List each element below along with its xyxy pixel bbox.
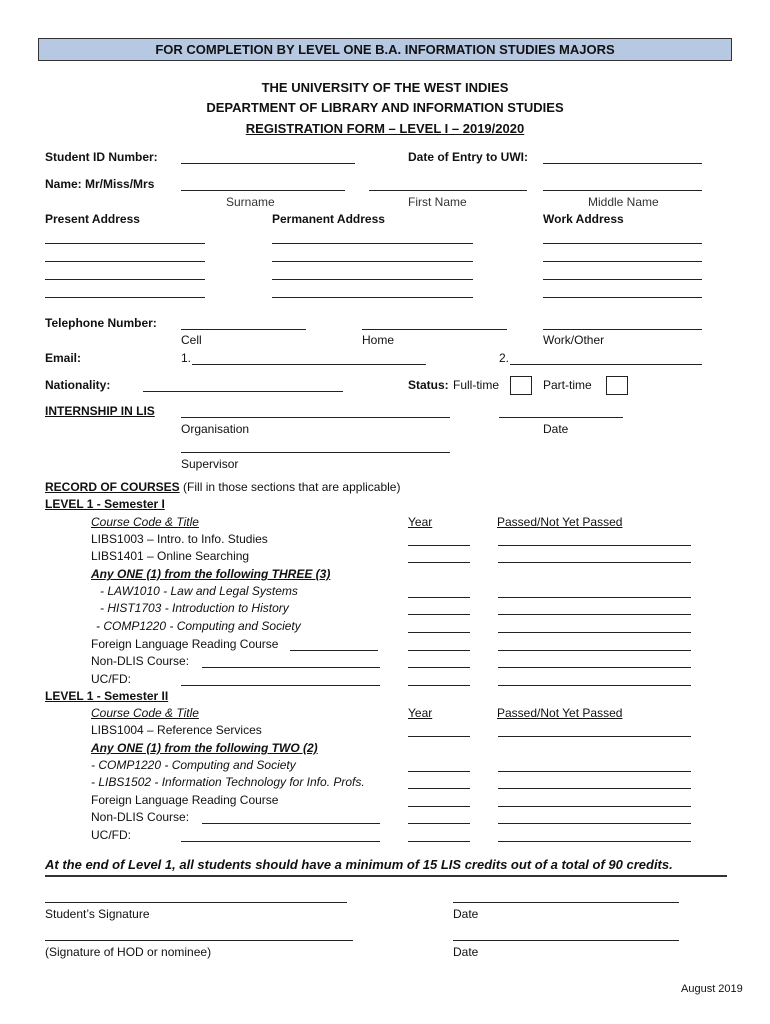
passed-field[interactable]	[498, 736, 691, 737]
passed-field[interactable]	[498, 562, 691, 563]
surname-caption: Surname	[226, 195, 275, 209]
hod-date-field[interactable]	[453, 940, 679, 941]
version-date: August 2019	[681, 983, 743, 995]
permanent-address-line[interactable]	[272, 261, 473, 262]
year-field[interactable]	[408, 667, 470, 668]
passed-field[interactable]	[498, 823, 691, 824]
home-field[interactable]	[362, 329, 507, 330]
supervisor-caption: Supervisor	[181, 457, 239, 471]
first-name-field[interactable]	[369, 190, 527, 191]
form-title: REGISTRATION FORM – LEVEL I – 2019/2020	[245, 121, 525, 136]
semester-1-choice-heading: Any ONE (1) from the following THREE (3)	[91, 567, 331, 581]
middle-name-caption: Middle Name	[588, 195, 659, 209]
course-comp1220: - COMP1220 - Computing and Society	[91, 758, 296, 772]
non-dlis-field[interactable]	[202, 667, 380, 668]
email-label: Email:	[45, 351, 82, 365]
present-address-label: Present Address	[45, 212, 140, 226]
passed-field[interactable]	[498, 788, 691, 789]
year-field[interactable]	[408, 736, 470, 737]
student-id-field[interactable]	[181, 163, 355, 164]
year-field[interactable]	[408, 771, 470, 772]
passed-field[interactable]	[498, 771, 691, 772]
course-libs1502: - LIBS1502 - Information Technology for Info. Profs.	[91, 775, 365, 789]
nationality-label: Nationality:	[45, 378, 111, 392]
nationality-field[interactable]	[143, 391, 343, 392]
student-signature-field[interactable]	[45, 902, 347, 903]
year-field[interactable]	[408, 841, 470, 842]
permanent-address-line[interactable]	[272, 297, 473, 298]
course-libs1401: LIBS1401 – Online Searching	[91, 549, 250, 563]
part-time-checkbox[interactable]	[606, 376, 628, 395]
course-comp1220: - COMP1220 - Computing and Society	[96, 619, 301, 633]
course-libs1004: LIBS1004 – Reference Services	[91, 723, 262, 737]
email-1-label: 1.	[181, 351, 192, 365]
internship-label: INTERNSHIP IN LIS	[45, 404, 155, 418]
department-name: DEPARTMENT OF LIBRARY AND INFORMATION STUDIES	[206, 100, 564, 115]
home-caption: Home	[362, 333, 395, 347]
hod-signature-field[interactable]	[45, 940, 353, 941]
passed-field[interactable]	[498, 685, 691, 686]
year-field[interactable]	[408, 823, 470, 824]
passed-field[interactable]	[498, 614, 691, 615]
passed-field[interactable]	[498, 545, 691, 546]
work-address-line[interactable]	[543, 279, 702, 280]
year-field[interactable]	[408, 685, 470, 686]
course-libs1003: LIBS1003 – Intro. to Info. Studies	[91, 532, 268, 546]
passed-field[interactable]	[498, 667, 691, 668]
course-hist1703: - HIST1703 - Introduction to History	[100, 601, 289, 615]
organisation-field[interactable]	[181, 417, 450, 418]
work-other-caption: Work/Other	[543, 333, 605, 347]
record-note: (Fill in those sections that are applicable)	[183, 480, 401, 494]
non-dlis-field[interactable]	[202, 823, 380, 824]
permanent-address-line[interactable]	[272, 243, 473, 244]
cell-field[interactable]	[181, 329, 306, 330]
form-banner: FOR COMPLETION BY LEVEL ONE B.A. INFORMATION STUDIES MAJORS	[38, 38, 732, 61]
passed-field[interactable]	[498, 597, 691, 598]
year-col-header: Year	[408, 515, 433, 529]
permanent-address-line[interactable]	[272, 279, 473, 280]
passed-field[interactable]	[498, 632, 691, 633]
year-field[interactable]	[408, 788, 470, 789]
student-date-caption: Date	[453, 907, 479, 921]
email-2-label: 2.	[499, 351, 510, 365]
semester-2-title: LEVEL 1 - Semester II	[45, 689, 169, 703]
ucfd-label: UC/FD:	[91, 672, 131, 686]
date-entry-label: Date of Entry to UWI:	[408, 150, 528, 164]
present-address-line[interactable]	[45, 279, 205, 280]
passed-col-header: Passed/Not Yet Passed	[497, 706, 623, 720]
university-name: THE UNIVERSITY OF THE WEST INDIES	[261, 80, 509, 95]
email-1-field[interactable]	[192, 364, 426, 365]
year-field[interactable]	[408, 632, 470, 633]
passed-col-header: Passed/Not Yet Passed	[497, 515, 623, 529]
present-address-line[interactable]	[45, 243, 205, 244]
ucfd-field[interactable]	[181, 685, 380, 686]
year-col-header: Year	[408, 706, 433, 720]
semester-1-title: LEVEL 1 - Semester I	[45, 497, 165, 511]
work-address-line[interactable]	[543, 243, 702, 244]
foreign-language-field[interactable]	[290, 650, 378, 651]
student-id-label: Student ID Number:	[45, 150, 158, 164]
work-phone-field[interactable]	[543, 329, 702, 330]
supervisor-field[interactable]	[181, 452, 450, 453]
credits-notice: At the end of Level 1, all students should have a minimum of 15 LIS credits out of a total of 90 credits.	[45, 857, 673, 872]
record-title: RECORD OF COURSES	[45, 480, 180, 494]
year-field[interactable]	[408, 545, 470, 546]
part-time-label: Part-time	[543, 378, 592, 392]
date-entry-field[interactable]	[543, 163, 702, 164]
course-law1010: - LAW1010 - Law and Legal Systems	[100, 584, 298, 598]
ucfd-label: UC/FD:	[91, 828, 131, 842]
full-time-label: Full-time	[453, 378, 500, 392]
year-field[interactable]	[408, 597, 470, 598]
course-col-header: Course Code & Title	[91, 515, 199, 529]
permanent-address-label: Permanent Address	[272, 212, 385, 226]
middle-name-field[interactable]	[543, 190, 702, 191]
passed-field[interactable]	[498, 841, 691, 842]
work-address-line[interactable]	[543, 297, 702, 298]
internship-date-field[interactable]	[499, 417, 623, 418]
foreign-language-label: Foreign Language Reading Course	[91, 793, 279, 807]
hod-date-caption: Date	[453, 945, 479, 959]
course-col-header: Course Code & Title	[91, 706, 199, 720]
notice-divider	[45, 875, 727, 877]
year-field[interactable]	[408, 650, 470, 651]
student-signature-caption: Student’s Signature	[45, 907, 150, 921]
surname-field[interactable]	[181, 190, 345, 191]
cell-caption: Cell	[181, 333, 202, 347]
record-of-courses-heading	[45, 480, 400, 494]
student-date-field[interactable]	[453, 902, 679, 903]
hod-signature-caption: (Signature of HOD or nominee)	[45, 945, 212, 959]
year-field[interactable]	[408, 562, 470, 563]
present-address-line[interactable]	[45, 297, 205, 298]
status-label: Status:	[408, 378, 449, 392]
year-field[interactable]	[408, 806, 470, 807]
passed-field[interactable]	[498, 650, 691, 651]
semester-2-choice-heading: Any ONE (1) from the following TWO (2)	[91, 741, 318, 755]
email-2-field[interactable]	[510, 364, 702, 365]
work-address-label: Work Address	[543, 212, 624, 226]
passed-field[interactable]	[498, 806, 691, 807]
name-label: Name: Mr/Miss/Mrs	[45, 177, 155, 191]
telephone-label: Telephone Number:	[45, 316, 157, 330]
first-name-caption: First Name	[408, 195, 467, 209]
non-dlis-label: Non-DLIS Course:	[91, 654, 190, 668]
full-time-checkbox[interactable]	[510, 376, 532, 395]
ucfd-field[interactable]	[181, 841, 380, 842]
year-field[interactable]	[408, 614, 470, 615]
non-dlis-label: Non-DLIS Course:	[91, 810, 190, 824]
present-address-line[interactable]	[45, 261, 205, 262]
internship-date-caption: Date	[543, 422, 569, 436]
organisation-caption: Organisation	[181, 422, 250, 436]
work-address-line[interactable]	[543, 261, 702, 262]
foreign-language-label: Foreign Language Reading Course	[91, 637, 279, 651]
